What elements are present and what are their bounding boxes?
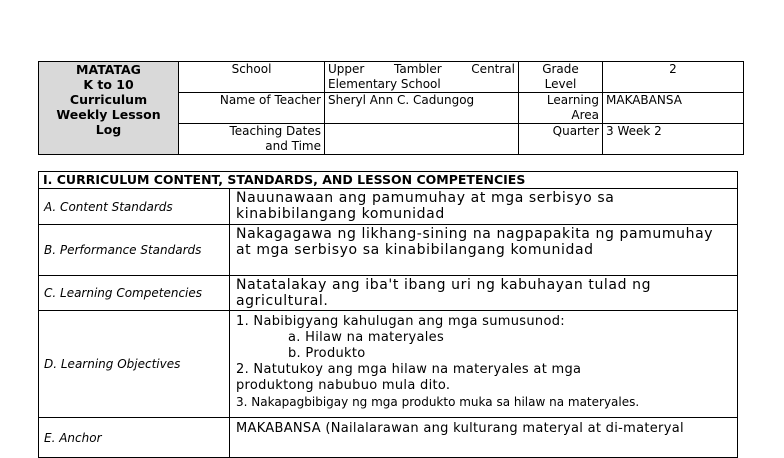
log-title-line: MATATAG bbox=[76, 62, 141, 77]
objective-line: 3. Nakapagbibigay ng mga produkto muka sa hilaw na materyales. bbox=[236, 395, 640, 409]
anchor-label: E. Anchor bbox=[39, 418, 230, 458]
school-value-line: Upper Tambler Central bbox=[328, 62, 515, 76]
log-title-line: Log bbox=[95, 122, 122, 137]
header-table bbox=[38, 61, 744, 155]
performance-standards-value: Nakagagawa ng likhang-sining na nagpapakita ng pamumuhay at mga serbisyo sa kinabibilangang komunidad bbox=[230, 225, 738, 276]
dates-label bbox=[179, 124, 325, 155]
dates-label-line: Teaching Dates bbox=[229, 124, 321, 138]
quarter-value: 3 Week 2 bbox=[603, 124, 744, 155]
school-value bbox=[325, 62, 519, 93]
teacher-label: Name of Teacher bbox=[179, 93, 325, 124]
learning-objectives-value bbox=[230, 311, 738, 418]
log-title-line: Weekly Lesson bbox=[56, 107, 161, 122]
area-label bbox=[519, 93, 603, 124]
grade-label-line: Level bbox=[544, 77, 577, 91]
content-standards-label: A. Content Standards bbox=[39, 189, 230, 225]
quarter-label: Quarter bbox=[519, 124, 603, 155]
dates-value bbox=[325, 124, 519, 155]
anchor-value: MAKABANSA (Nailalarawan ang kulturang materyal at di-materyal bbox=[230, 418, 738, 458]
log-title-cell bbox=[39, 62, 179, 155]
objective-line: b. Produkto bbox=[288, 346, 366, 361]
grade-label-line: Grade bbox=[542, 62, 579, 76]
grade-value: 2 bbox=[603, 62, 744, 93]
area-label-line: Learning bbox=[546, 93, 599, 107]
log-title-line: K to 10 bbox=[83, 77, 134, 92]
dates-label-line: and Time bbox=[265, 139, 321, 153]
learning-competencies-value: Natatalakay ang iba't ibang uri ng kabuhayan tulad ng agricultural. bbox=[230, 276, 738, 311]
curriculum-table bbox=[38, 171, 738, 458]
log-title-line: Curriculum bbox=[69, 92, 148, 107]
school-value-line: Elementary School bbox=[328, 77, 441, 91]
objective-line: 1. Nabibigyang kahulugan ang mga sumusunod: bbox=[236, 314, 565, 329]
content-standards-value: Nauunawaan ang pamumuhay at mga serbisyo sa kinabibilangang komunidad bbox=[230, 189, 738, 225]
learning-objectives-label: D. Learning Objectives bbox=[39, 311, 230, 418]
teacher-value: Sheryl Ann C. Cadungog bbox=[325, 93, 519, 124]
section-title: I. CURRICULUM CONTENT, STANDARDS, AND LESSON COMPETENCIES bbox=[39, 172, 738, 189]
grade-label bbox=[519, 62, 603, 93]
objective-line: a. Hilaw na materyales bbox=[288, 330, 445, 345]
objective-line: produktong nabubuo mula dito. bbox=[236, 378, 451, 393]
area-value: MAKABANSA bbox=[603, 93, 744, 124]
performance-standards-label: B. Performance Standards bbox=[39, 225, 230, 276]
area-label-line: Area bbox=[571, 108, 599, 122]
learning-competencies-label: C. Learning Competencies bbox=[39, 276, 230, 311]
school-label: School bbox=[179, 62, 325, 93]
objective-line: 2. Natutukoy ang mga hilaw na materyales at mga bbox=[236, 362, 582, 377]
